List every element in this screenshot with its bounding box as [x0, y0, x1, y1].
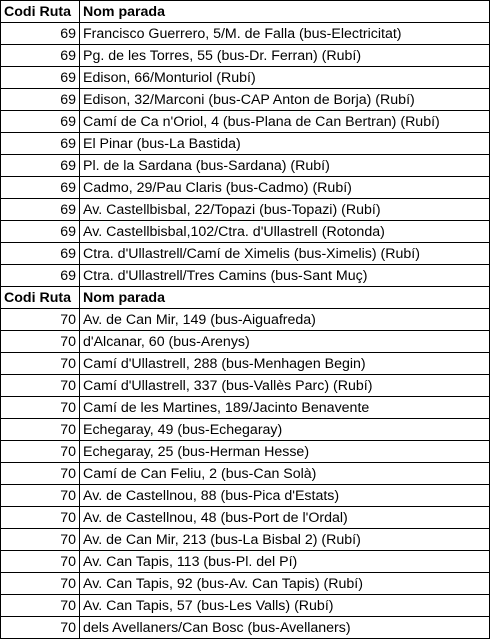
- table-row: [1, 133, 490, 155]
- table-row: [1, 89, 490, 111]
- table-row: [1, 177, 490, 199]
- route-cell[interactable]: 69: [1, 155, 80, 177]
- header-row: [1, 287, 490, 309]
- table-row: [1, 353, 490, 375]
- route-cell[interactable]: 70: [1, 529, 80, 551]
- route-cell[interactable]: 70: [1, 441, 80, 463]
- route-cell[interactable]: 70: [1, 419, 80, 441]
- stop-name-cell[interactable]: Av. Castellbisbal, 22/Topazi (bus-Topazi) (Rubí): [80, 199, 490, 221]
- header-stop-cell[interactable]: Nom parada: [80, 287, 490, 309]
- table-row: [1, 617, 490, 639]
- route-cell[interactable]: 70: [1, 485, 80, 507]
- stop-name-cell[interactable]: dels Avellaners/Can Bosc (bus-Avellaners): [80, 617, 490, 639]
- table-row: [1, 441, 490, 463]
- table-row: [1, 67, 490, 89]
- stop-name-cell[interactable]: Francisco Guerrero, 5/M. de Falla (bus-Electricitat): [80, 23, 490, 45]
- stop-name-cell[interactable]: Av. de Castellnou, 48 (bus-Port de l'Ordal): [80, 507, 490, 529]
- table-row: [1, 221, 490, 243]
- stop-name-cell[interactable]: Echegaray, 25 (bus-Herman Hesse): [80, 441, 490, 463]
- table-row: [1, 375, 490, 397]
- table-row: [1, 463, 490, 485]
- stop-name-cell[interactable]: d'Alcanar, 60 (bus-Arenys): [80, 331, 490, 353]
- table-row: [1, 507, 490, 529]
- table-row: [1, 23, 490, 45]
- route-cell[interactable]: 69: [1, 45, 80, 67]
- stop-name-cell[interactable]: Av. de Can Mir, 213 (bus-La Bisbal 2) (Rubí): [80, 529, 490, 551]
- route-cell[interactable]: 70: [1, 309, 80, 331]
- table-row: [1, 485, 490, 507]
- route-cell[interactable]: 70: [1, 463, 80, 485]
- stop-name-cell[interactable]: Camí d'Ullastrell, 337 (bus-Vallès Parc) (Rubí): [80, 375, 490, 397]
- stop-name-cell[interactable]: Camí de les Martines, 189/Jacinto Benavente: [80, 397, 490, 419]
- table-row: [1, 155, 490, 177]
- route-cell[interactable]: 69: [1, 111, 80, 133]
- table-row: [1, 265, 490, 287]
- table-row: [1, 551, 490, 573]
- header-row: [1, 1, 490, 23]
- route-cell[interactable]: 69: [1, 221, 80, 243]
- route-cell[interactable]: 70: [1, 375, 80, 397]
- route-cell[interactable]: 70: [1, 331, 80, 353]
- stop-name-cell[interactable]: Ctra. d'Ullastrell/Tres Camins (bus-Sant Muç): [80, 265, 490, 287]
- route-cell[interactable]: 69: [1, 23, 80, 45]
- table-row: [1, 419, 490, 441]
- route-cell[interactable]: 70: [1, 353, 80, 375]
- stop-name-cell[interactable]: Camí d'Ullastrell, 288 (bus-Menhagen Begin): [80, 353, 490, 375]
- table-row: [1, 331, 490, 353]
- table-row: [1, 45, 490, 67]
- table-row: [1, 573, 490, 595]
- route-cell[interactable]: 69: [1, 177, 80, 199]
- route-cell[interactable]: 69: [1, 67, 80, 89]
- table-row: [1, 595, 490, 617]
- route-cell[interactable]: 70: [1, 617, 80, 639]
- stop-name-cell[interactable]: Edison, 66/Monturiol (Rubí): [80, 67, 490, 89]
- stop-name-cell[interactable]: Av. Castellbisbal,102/Ctra. d'Ullastrell (Rotonda): [80, 221, 490, 243]
- table-row: [1, 243, 490, 265]
- stop-name-cell[interactable]: Av. Can Tapis, 113 (bus-Pl. del Pí): [80, 551, 490, 573]
- stop-name-cell[interactable]: Av. Can Tapis, 57 (bus-Les Valls) (Rubí): [80, 595, 490, 617]
- stop-name-cell[interactable]: Camí de Can Feliu, 2 (bus-Can Solà): [80, 463, 490, 485]
- route-cell[interactable]: 70: [1, 507, 80, 529]
- route-cell[interactable]: 70: [1, 573, 80, 595]
- table-row: [1, 199, 490, 221]
- route-cell[interactable]: 70: [1, 397, 80, 419]
- table-row: [1, 529, 490, 551]
- table-row: [1, 111, 490, 133]
- route-cell[interactable]: 69: [1, 133, 80, 155]
- stop-name-cell[interactable]: Ctra. d'Ullastrell/Camí de Ximelis (bus-Ximelis) (Rubí): [80, 243, 490, 265]
- route-cell[interactable]: 69: [1, 265, 80, 287]
- header-stop-cell[interactable]: Nom parada: [80, 1, 490, 23]
- stop-name-cell[interactable]: Camí de Ca n'Oriol, 4 (bus-Plana de Can Bertran) (Rubí): [80, 111, 490, 133]
- stop-name-cell[interactable]: Cadmo, 29/Pau Claris (bus-Cadmo) (Rubí): [80, 177, 490, 199]
- stop-name-cell[interactable]: El Pinar (bus-La Bastida): [80, 133, 490, 155]
- stop-name-cell[interactable]: Av. Can Tapis, 92 (bus-Av. Can Tapis) (Rubí): [80, 573, 490, 595]
- header-route-cell[interactable]: Codi Ruta: [1, 1, 80, 23]
- stop-name-cell[interactable]: Pl. de la Sardana (bus-Sardana) (Rubí): [80, 155, 490, 177]
- route-cell[interactable]: 70: [1, 551, 80, 573]
- stop-name-cell[interactable]: Pg. de les Torres, 55 (bus-Dr. Ferran) (Rubí): [80, 45, 490, 67]
- route-cell[interactable]: 69: [1, 89, 80, 111]
- table-row: [1, 397, 490, 419]
- route-cell[interactable]: 69: [1, 243, 80, 265]
- route-cell[interactable]: 70: [1, 595, 80, 617]
- stop-name-cell[interactable]: Av. de Can Mir, 149 (bus-Aiguafreda): [80, 309, 490, 331]
- stop-name-cell[interactable]: Edison, 32/Marconi (bus-CAP Anton de Borja) (Rubí): [80, 89, 490, 111]
- stop-name-cell[interactable]: Echegaray, 49 (bus-Echegaray): [80, 419, 490, 441]
- route-cell[interactable]: 69: [1, 199, 80, 221]
- header-route-cell[interactable]: Codi Ruta: [1, 287, 80, 309]
- stop-name-cell[interactable]: Av. de Castellnou, 88 (bus-Pica d'Estats): [80, 485, 490, 507]
- table-row: [1, 309, 490, 331]
